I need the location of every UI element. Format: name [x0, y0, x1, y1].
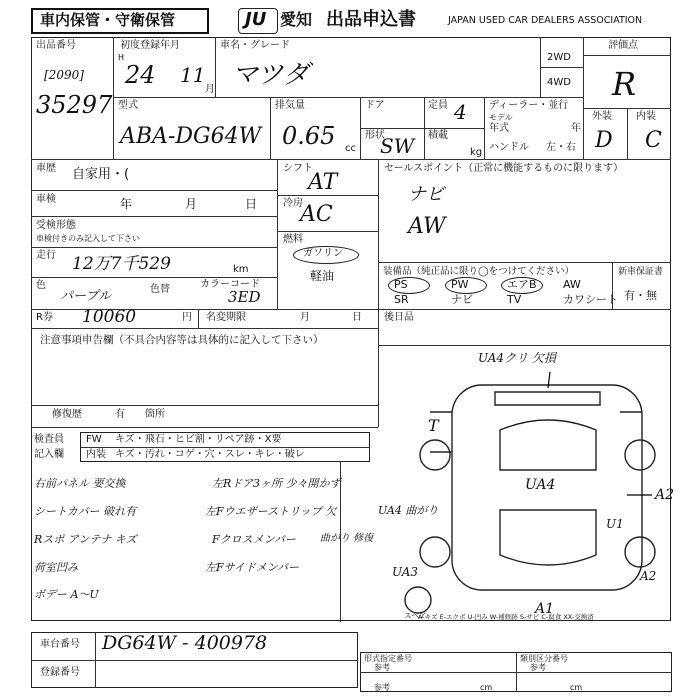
org-name: 愛知: [280, 10, 313, 29]
note-line: 左Rドア3ヶ所 少々開かず: [212, 477, 341, 490]
color-change-label: 色替: [150, 284, 170, 295]
note-line: 荷室凹み: [34, 561, 78, 574]
interior-label: 内装: [636, 111, 656, 122]
mileage-label: 走行: [36, 250, 56, 261]
year-type-label: 年式: [489, 123, 509, 134]
note-line: 左Fウエザーストリップ 欠: [205, 505, 337, 518]
inspector-row-text: キズ・汚れ・コゲ・穴・スレ・キレ・破レ: [115, 449, 305, 460]
color-code: 3ED: [228, 288, 261, 306]
receipt-label: 受検形態: [36, 220, 76, 231]
color-value: パープル: [60, 289, 111, 304]
spare-label: スペア: [404, 611, 427, 620]
diesel-label: 軽油: [310, 269, 335, 283]
lot-label: 出品番号: [36, 40, 76, 51]
form-title: 出品申込書: [326, 9, 416, 30]
diagram-bottom: A1: [535, 601, 555, 617]
exterior-label: 外装: [592, 111, 612, 122]
sales-points-label: セールスポイント（正常に機能するものに限ります）: [384, 163, 624, 174]
first-reg-label: 初度登録年月: [120, 40, 180, 51]
shift-value: AT: [308, 170, 338, 195]
displacement-label: 排気量: [275, 100, 305, 111]
diagram-right-2: U1: [606, 517, 624, 531]
new-warranty-label: 新車保証書: [618, 267, 664, 277]
transfer-label: 名変期限: [206, 312, 246, 323]
shift-label: シフト: [283, 163, 313, 174]
car-name: マツダ: [232, 60, 309, 90]
lot-bracket: [2090]: [44, 68, 84, 82]
receipt-note: 車検付きのみ記入して下さい: [36, 234, 140, 243]
diagram-right-1: A2: [655, 487, 675, 503]
entry-column-label: 記入欄: [34, 449, 64, 460]
transfer-day: 日: [352, 312, 362, 323]
equipment-item: TV: [507, 293, 522, 306]
ref-label-3: 参考: [374, 683, 390, 692]
mileage-value: 12万7千529: [72, 254, 171, 274]
handle-value: 左・右: [546, 142, 576, 153]
note-line: 曲がり 修復: [320, 533, 374, 544]
repair-history-label: 修復歴: [52, 409, 82, 420]
ref-label-2: 参考: [530, 663, 546, 672]
note-line: Rスポ アンテナ キズ: [34, 533, 137, 546]
fuel-label: 燃料: [283, 234, 303, 245]
association-name: JAPAN USED CAR DEALERS ASSOCIATION: [448, 15, 643, 26]
equipment-item: カワシート: [563, 293, 618, 306]
notes-label: 注意事項申告欄（不具合内容等は具体的に記入して下さい）: [40, 334, 324, 346]
storage-label: 車内保管・守衛保管: [40, 11, 176, 29]
diagram-right-3: A2: [640, 569, 657, 583]
inspector-label: 検査員: [34, 434, 64, 445]
sales-point-2: AW: [408, 214, 446, 239]
rating-label: 評価点: [608, 40, 638, 51]
equipment-label: 装備品（純正品に限り◯をつけてください）: [383, 266, 575, 277]
year-mark: 年: [571, 123, 581, 134]
model-grade-label: 車名・グレード: [220, 40, 290, 51]
interior-grade: C: [645, 128, 662, 153]
cm-2: cm: [570, 683, 583, 692]
chassis-number: DG64W - 400978: [102, 632, 268, 654]
new-warranty-value: 有・無: [624, 289, 657, 302]
equipment-item: ナビ: [451, 293, 473, 306]
diagram-top-note: UA4クリ 欠損: [478, 351, 556, 365]
equipment-item: PW: [451, 278, 469, 291]
cm-1: cm: [480, 683, 493, 692]
displacement: 0.65: [282, 122, 336, 150]
equipment-item: エアB: [507, 278, 537, 291]
color-code-label: カラーコード: [200, 279, 260, 290]
equipment-item: SR: [394, 293, 409, 306]
rating-value: R: [612, 65, 637, 103]
reg-month: 11: [180, 63, 206, 87]
inspector-row-name: FW: [86, 434, 102, 445]
shaken-label: 車検: [36, 194, 56, 205]
ref-label-1: 参考: [374, 663, 390, 672]
form-spec-label: 形式指定番号: [364, 654, 412, 663]
first-reg-h: H: [118, 53, 125, 62]
shape-label: 形状: [365, 130, 385, 141]
diagram-center: UA4: [525, 477, 556, 493]
capacity-label: 定員: [428, 100, 448, 111]
color-label: 色: [36, 280, 46, 291]
note-line: 右前パネル 要交換: [34, 477, 126, 490]
shaken-day: 日: [245, 197, 258, 211]
diagram-left-2: UA3: [392, 565, 419, 579]
diagram-left-1: UA4 曲がり: [378, 504, 439, 517]
repair-have: 有: [115, 409, 125, 420]
cc-unit: cc: [345, 143, 356, 154]
shaken-month: 月: [185, 197, 198, 211]
repair-place: 箇所: [145, 409, 165, 420]
category-no-label: 類別区分番号: [520, 654, 568, 663]
sales-point-1: ナビ: [408, 184, 444, 205]
handle-label: ハンドル: [489, 142, 529, 153]
month-mark: 月: [205, 84, 215, 95]
history-label: 車歴: [36, 163, 56, 174]
doors-value: 4: [454, 100, 467, 124]
chassis-label: 車台番号: [40, 639, 80, 650]
model-label: モデル: [489, 113, 513, 122]
lot-number: 35297: [36, 91, 113, 119]
drive-4wd: 4WD: [547, 77, 571, 88]
fuel-value: ガソリン: [303, 248, 343, 259]
shape-value: SW: [380, 134, 415, 158]
note-line: シートカバー 破れ有: [34, 505, 137, 518]
equipment-item: PS: [394, 278, 408, 291]
equipment-item: AW: [563, 278, 581, 291]
load-label: 積載: [428, 130, 448, 141]
note-line: Fクロスメンバー: [212, 533, 296, 546]
inspector-row-text: キズ・飛石・ヒビ割・リペア跡・X要: [115, 434, 282, 445]
note-line: ボデー A～U: [34, 588, 99, 601]
type-code: ABA-DG64W: [120, 124, 262, 149]
yen-unit: 円: [182, 312, 192, 323]
shaken-year: 年: [120, 197, 133, 211]
recycle-value: 10060: [82, 307, 137, 327]
type-code-label: 型式: [118, 100, 138, 111]
cooling-label: 冷房: [283, 198, 303, 209]
reg-year: 24: [125, 61, 156, 89]
cooling-value: AC: [300, 202, 333, 227]
note-line: 左Fサイドメンバー: [205, 561, 299, 574]
recycle-label: R券: [36, 312, 53, 323]
rear-item-label: 後日品: [384, 312, 414, 323]
drive-2wd: 2WD: [547, 52, 571, 63]
reg-no-label: 登録番号: [40, 667, 80, 678]
diagram-tag-t: T: [428, 416, 439, 435]
history-value: 自家用・(: [72, 167, 130, 182]
km-unit: km: [233, 264, 249, 275]
inspector-row-name: 内装: [86, 449, 106, 460]
door-label: ドア: [365, 100, 385, 111]
exterior-grade: D: [595, 128, 613, 153]
ju-logo-text: JU: [245, 9, 267, 30]
kg-unit: kg: [470, 147, 483, 158]
transfer-month: 月: [300, 312, 310, 323]
dealer-label: ディーラー・並行: [489, 100, 569, 111]
legend-text: A-キズ E-エクボ U-凹み W-補修跡 S-サビ C-腐食 XX-交換済: [418, 613, 594, 621]
